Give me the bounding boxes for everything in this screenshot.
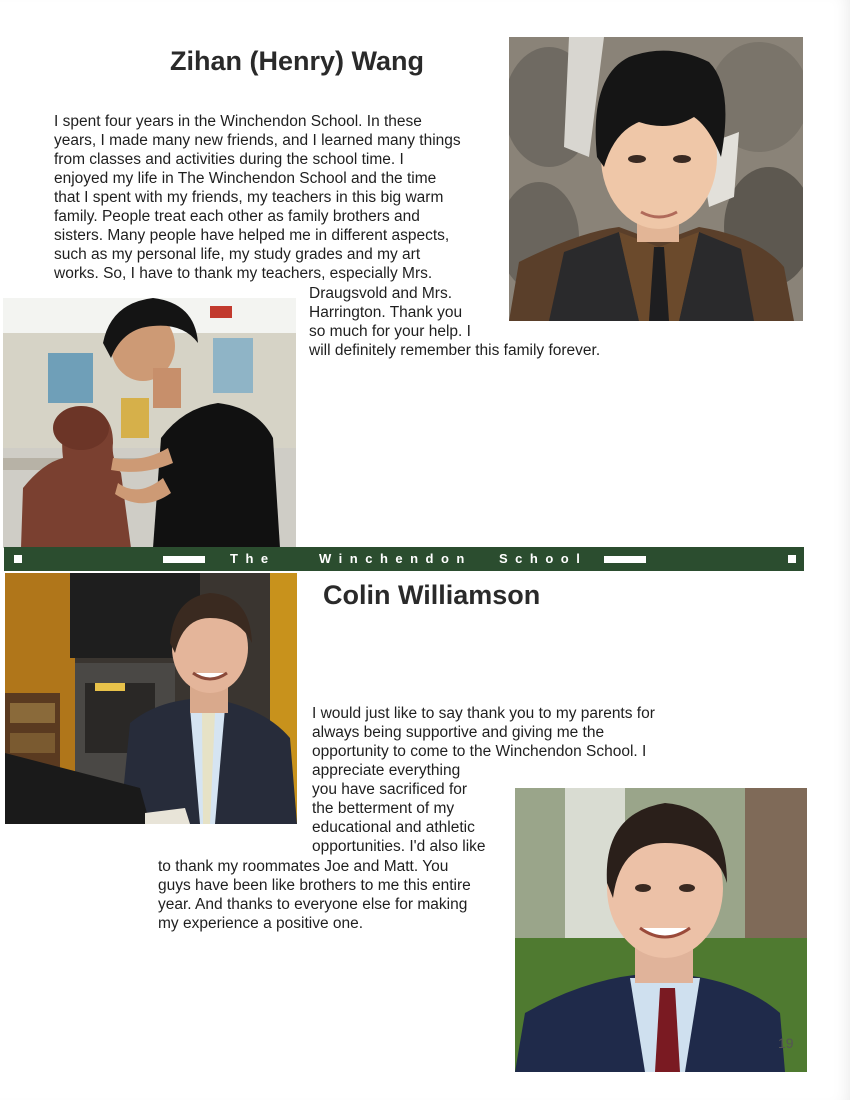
colin-line: educational and athletic: [312, 819, 475, 836]
colin-line: I would just like to say thank you to my parents for: [312, 705, 655, 722]
colin-line: appreciate everything: [312, 762, 461, 779]
henry-line: sisters. Many people have helped me in different aspects,: [54, 227, 450, 244]
henry-line: will definitely remember this family forever.: [309, 342, 601, 359]
student-name-henry: Zihan (Henry) Wang: [170, 46, 424, 76]
banner-word-the: The: [230, 551, 276, 566]
colin-line: my experience a positive one.: [158, 915, 364, 932]
henry-line: from classes and activities during the school time. I: [54, 151, 404, 168]
henry-line: family. People treat each other as family brothers and: [54, 208, 420, 225]
henry-line: I spent four years in the Winchendon School. In these: [54, 113, 422, 130]
banner-square-decoration: [14, 555, 22, 563]
banner-bar-decoration: [163, 556, 205, 563]
colin-line: guys have been like brothers to me this entire: [158, 877, 471, 894]
henry-line: that I spent with my friends, my teachers in this big warm: [54, 189, 444, 206]
colin-portrait-photo: [515, 788, 807, 1072]
henry-line: such as my personal life, my study grades and my art: [54, 246, 421, 263]
henry-line: so much for your help. I: [309, 323, 471, 340]
colin-line: the betterment of my: [312, 800, 455, 817]
colin-line: always being supportive and giving me the: [312, 724, 605, 741]
henry-line: years, I made many new friends, and I learned many things: [54, 132, 461, 149]
banner-bar-decoration: [604, 556, 646, 563]
henry-line: Draugsvold and Mrs.: [309, 285, 453, 302]
school-banner: [4, 547, 804, 571]
henry-line: enjoyed my life in The Winchendon School and the time: [54, 170, 437, 187]
colin-line: opportunity to come to the Winchendon School. I: [312, 743, 647, 760]
colin-desk-photo: [5, 573, 297, 824]
colin-line: year. And thanks to everyone else for making: [158, 896, 468, 913]
student-name-colin: Colin Williamson: [323, 580, 541, 610]
page-number: 19: [778, 1035, 794, 1051]
henry-line: works. So, I have to thank my teachers, especially Mrs.: [54, 265, 433, 282]
henry-portrait-photo: [509, 37, 803, 321]
henry-sculpting-photo: [3, 298, 296, 548]
banner-square-decoration: [788, 555, 796, 563]
banner-word-school: School: [499, 551, 588, 566]
banner-word-winchendon: Winchendon: [319, 551, 472, 566]
colin-line: opportunities. I'd also like: [312, 838, 486, 855]
colin-line: to thank my roommates Joe and Matt. You: [158, 858, 449, 875]
colin-line: you have sacrificed for: [312, 781, 468, 798]
henry-line: Harrington. Thank you: [309, 304, 463, 321]
